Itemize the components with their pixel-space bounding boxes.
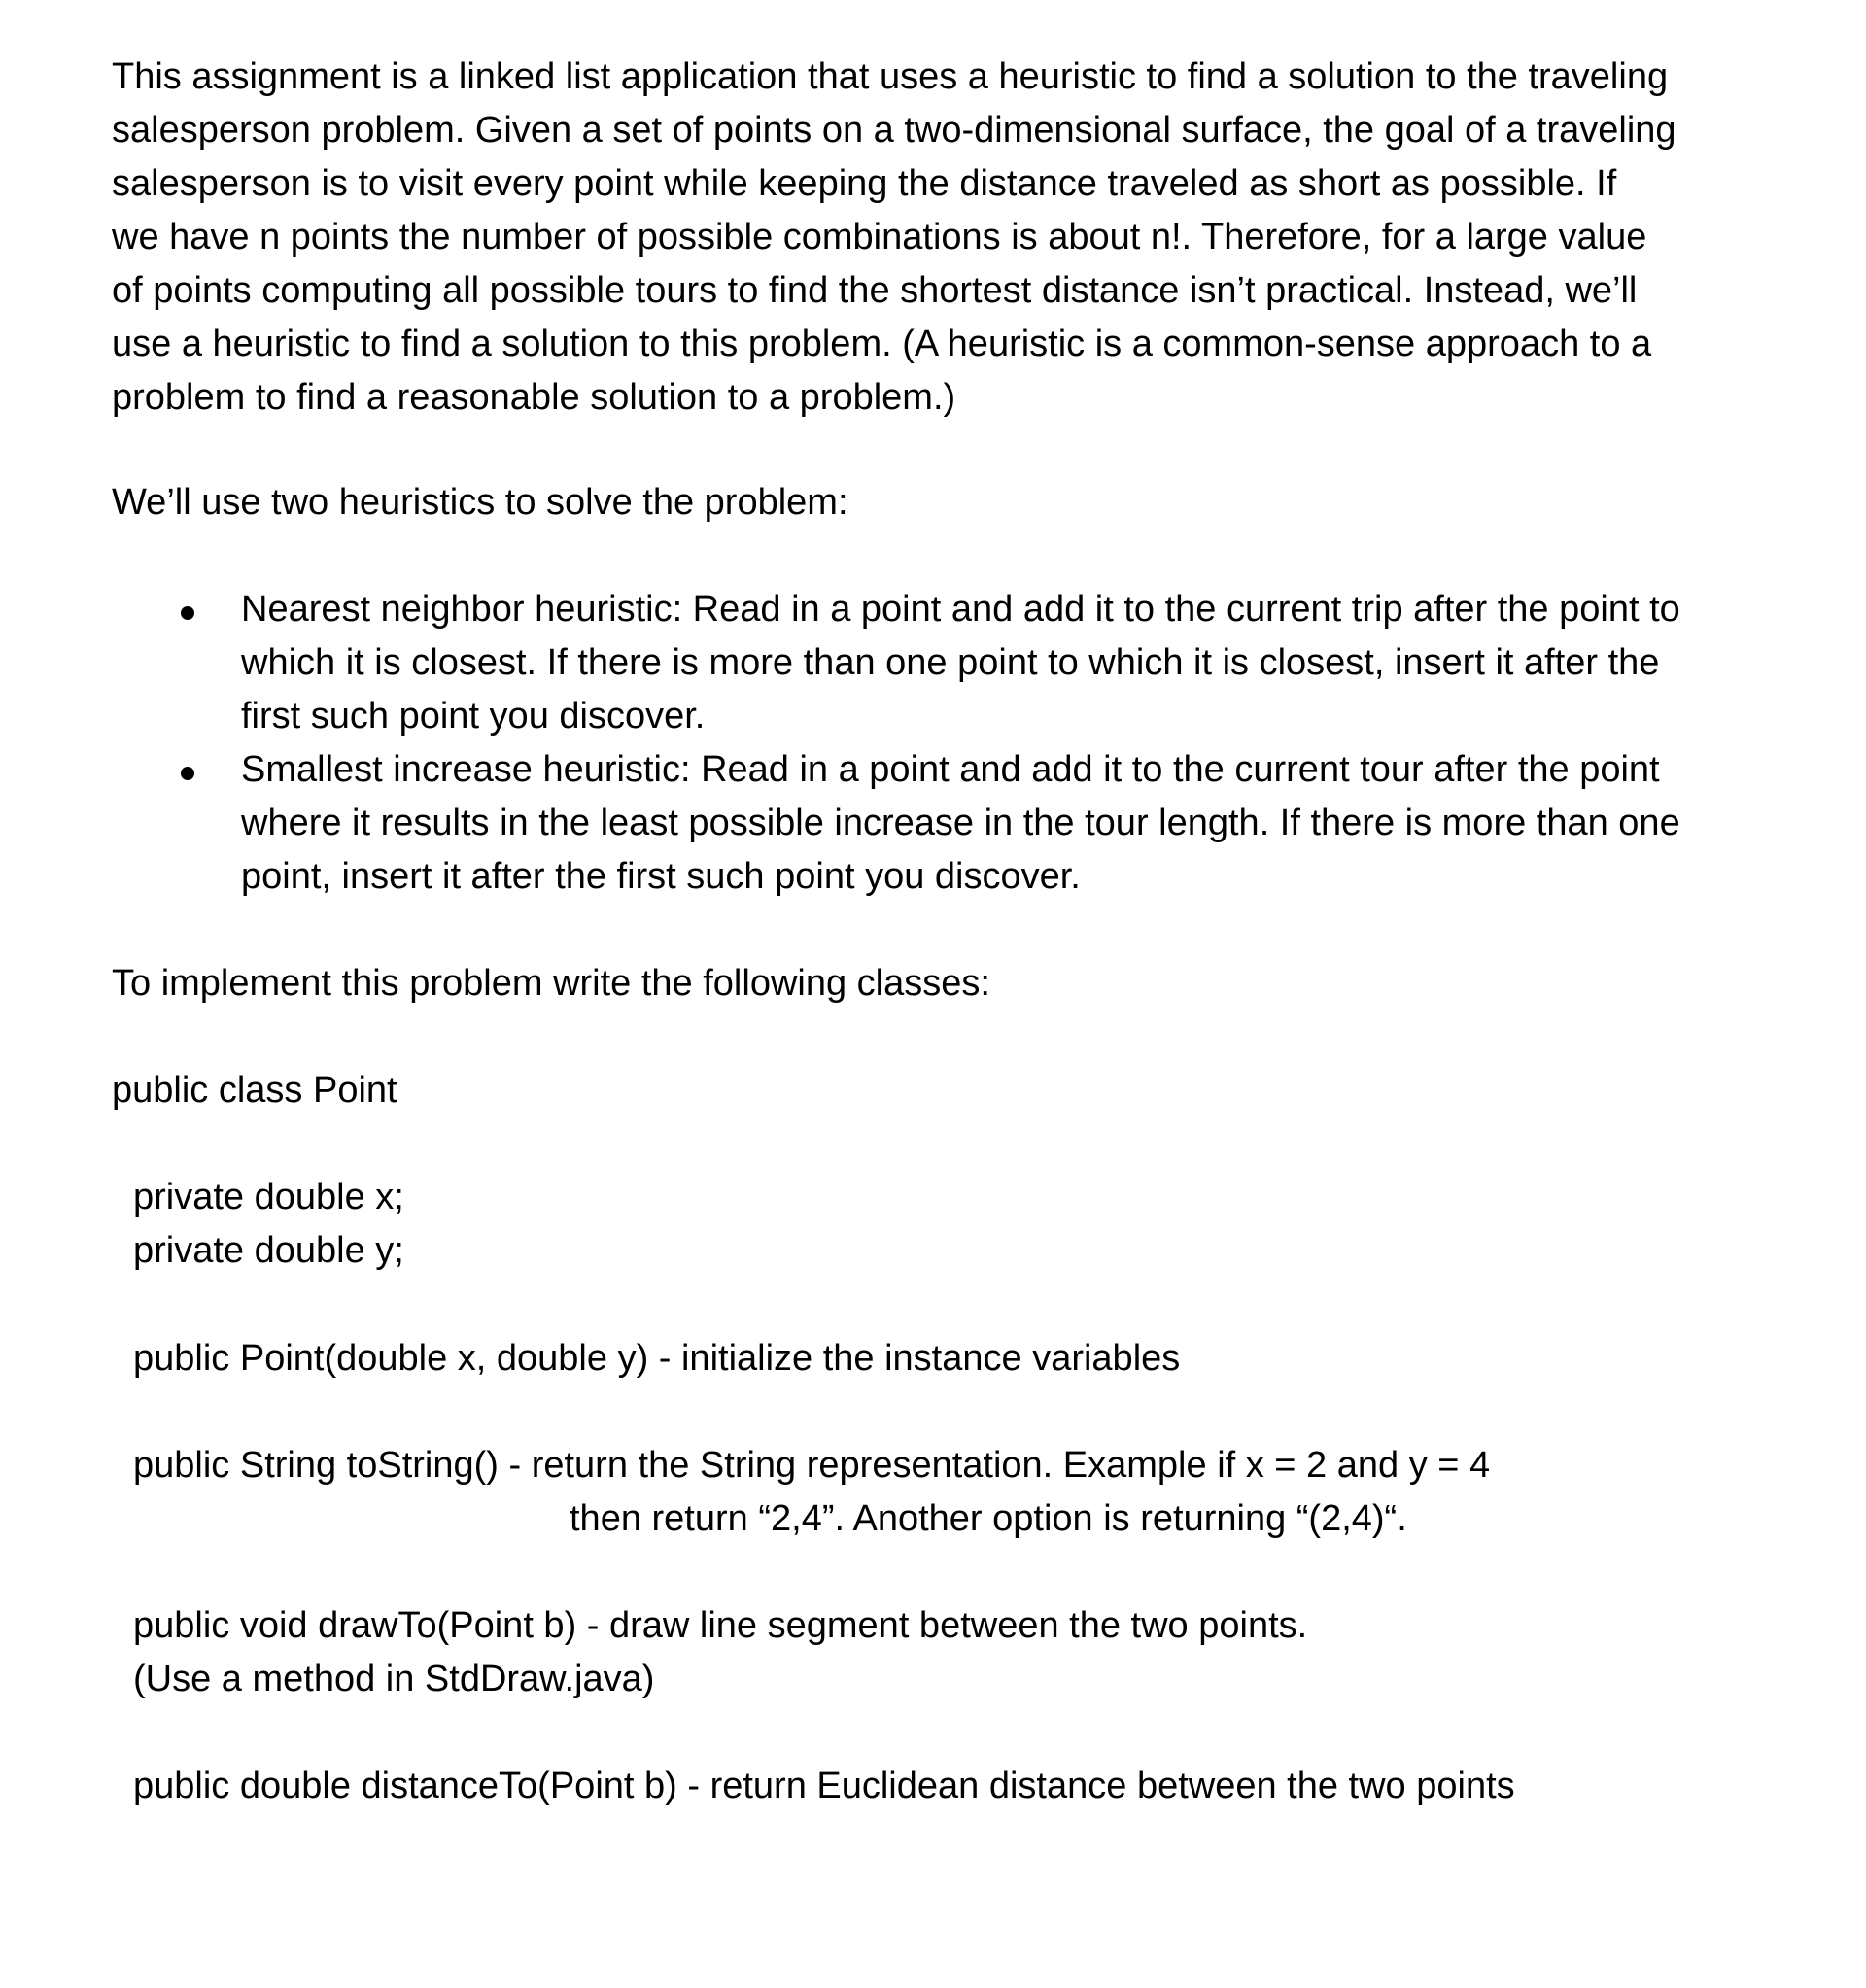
method-constructor: public Point(double x, double y) - initialize the instance variables	[133, 1338, 1181, 1379]
method-tostring: public String toString() - return the String representation. Example if x = 2 and y = 4	[133, 1445, 1491, 1486]
heuristic-nearest-neighbor	[0, 583, 1866, 743]
method-drawto-note: (Use a method in StdDraw.java)	[133, 1659, 655, 1699]
heuristic-line: point, insert it after the first such point you discover.	[241, 856, 1081, 897]
method-distanceto: public double distanceTo(Point b) - return Euclidean distance between the two points	[133, 1765, 1515, 1806]
intro-line: use a heuristic to find a solution to this problem. (A heuristic is a common-sense approach to a	[112, 324, 1652, 364]
heuristic-line: Nearest neighbor heuristic: Read in a point and add it to the current trip after the point to	[241, 589, 1680, 630]
method-tostring-continued: then return “2,4”. Another option is returning “(2,4)“.	[570, 1498, 1407, 1539]
intro-line: salesperson problem. Given a set of points on a two-dimensional surface, the goal of a traveling	[112, 110, 1676, 151]
bullet-icon	[181, 767, 194, 780]
heuristic-line: which it is closest. If there is more than one point to which it is closest, insert it after the	[241, 642, 1660, 683]
intro-line: of points computing all possible tours to find the shortest distance isn’t practical. Instead, we’ll	[112, 270, 1638, 311]
heuristics-intro: We’ll use two heuristics to solve the problem:	[112, 482, 848, 523]
method-drawto: public void drawTo(Point b) - draw line segment between the two points.	[133, 1605, 1308, 1646]
intro-paragraph	[112, 51, 1783, 425]
heuristic-smallest-increase	[0, 743, 1866, 904]
intro-line: problem to find a reasonable solution to a problem.)	[112, 377, 956, 418]
bullet-icon	[181, 606, 194, 620]
heuristic-line: Smallest increase heuristic: Read in a point and add it to the current tour after the point	[241, 749, 1660, 790]
classes-intro: To implement this problem write the following classes:	[112, 963, 990, 1004]
intro-line: This assignment is a linked list application that uses a heuristic to find a solution to the traveling	[112, 56, 1669, 97]
heuristic-line: first such point you discover.	[241, 696, 706, 737]
intro-line: we have n points the number of possible combinations is about n!. Therefore, for a large value	[112, 217, 1647, 257]
field-x: private double x;	[133, 1177, 404, 1217]
intro-line: salesperson is to visit every point while keeping the distance traveled as short as possible. If	[112, 163, 1617, 204]
class-declaration: public class Point	[112, 1070, 397, 1111]
heuristics-list	[0, 583, 1866, 904]
field-y: private double y;	[133, 1230, 404, 1271]
heuristic-line: where it results in the least possible increase in the tour length. If there is more than one	[241, 803, 1680, 843]
